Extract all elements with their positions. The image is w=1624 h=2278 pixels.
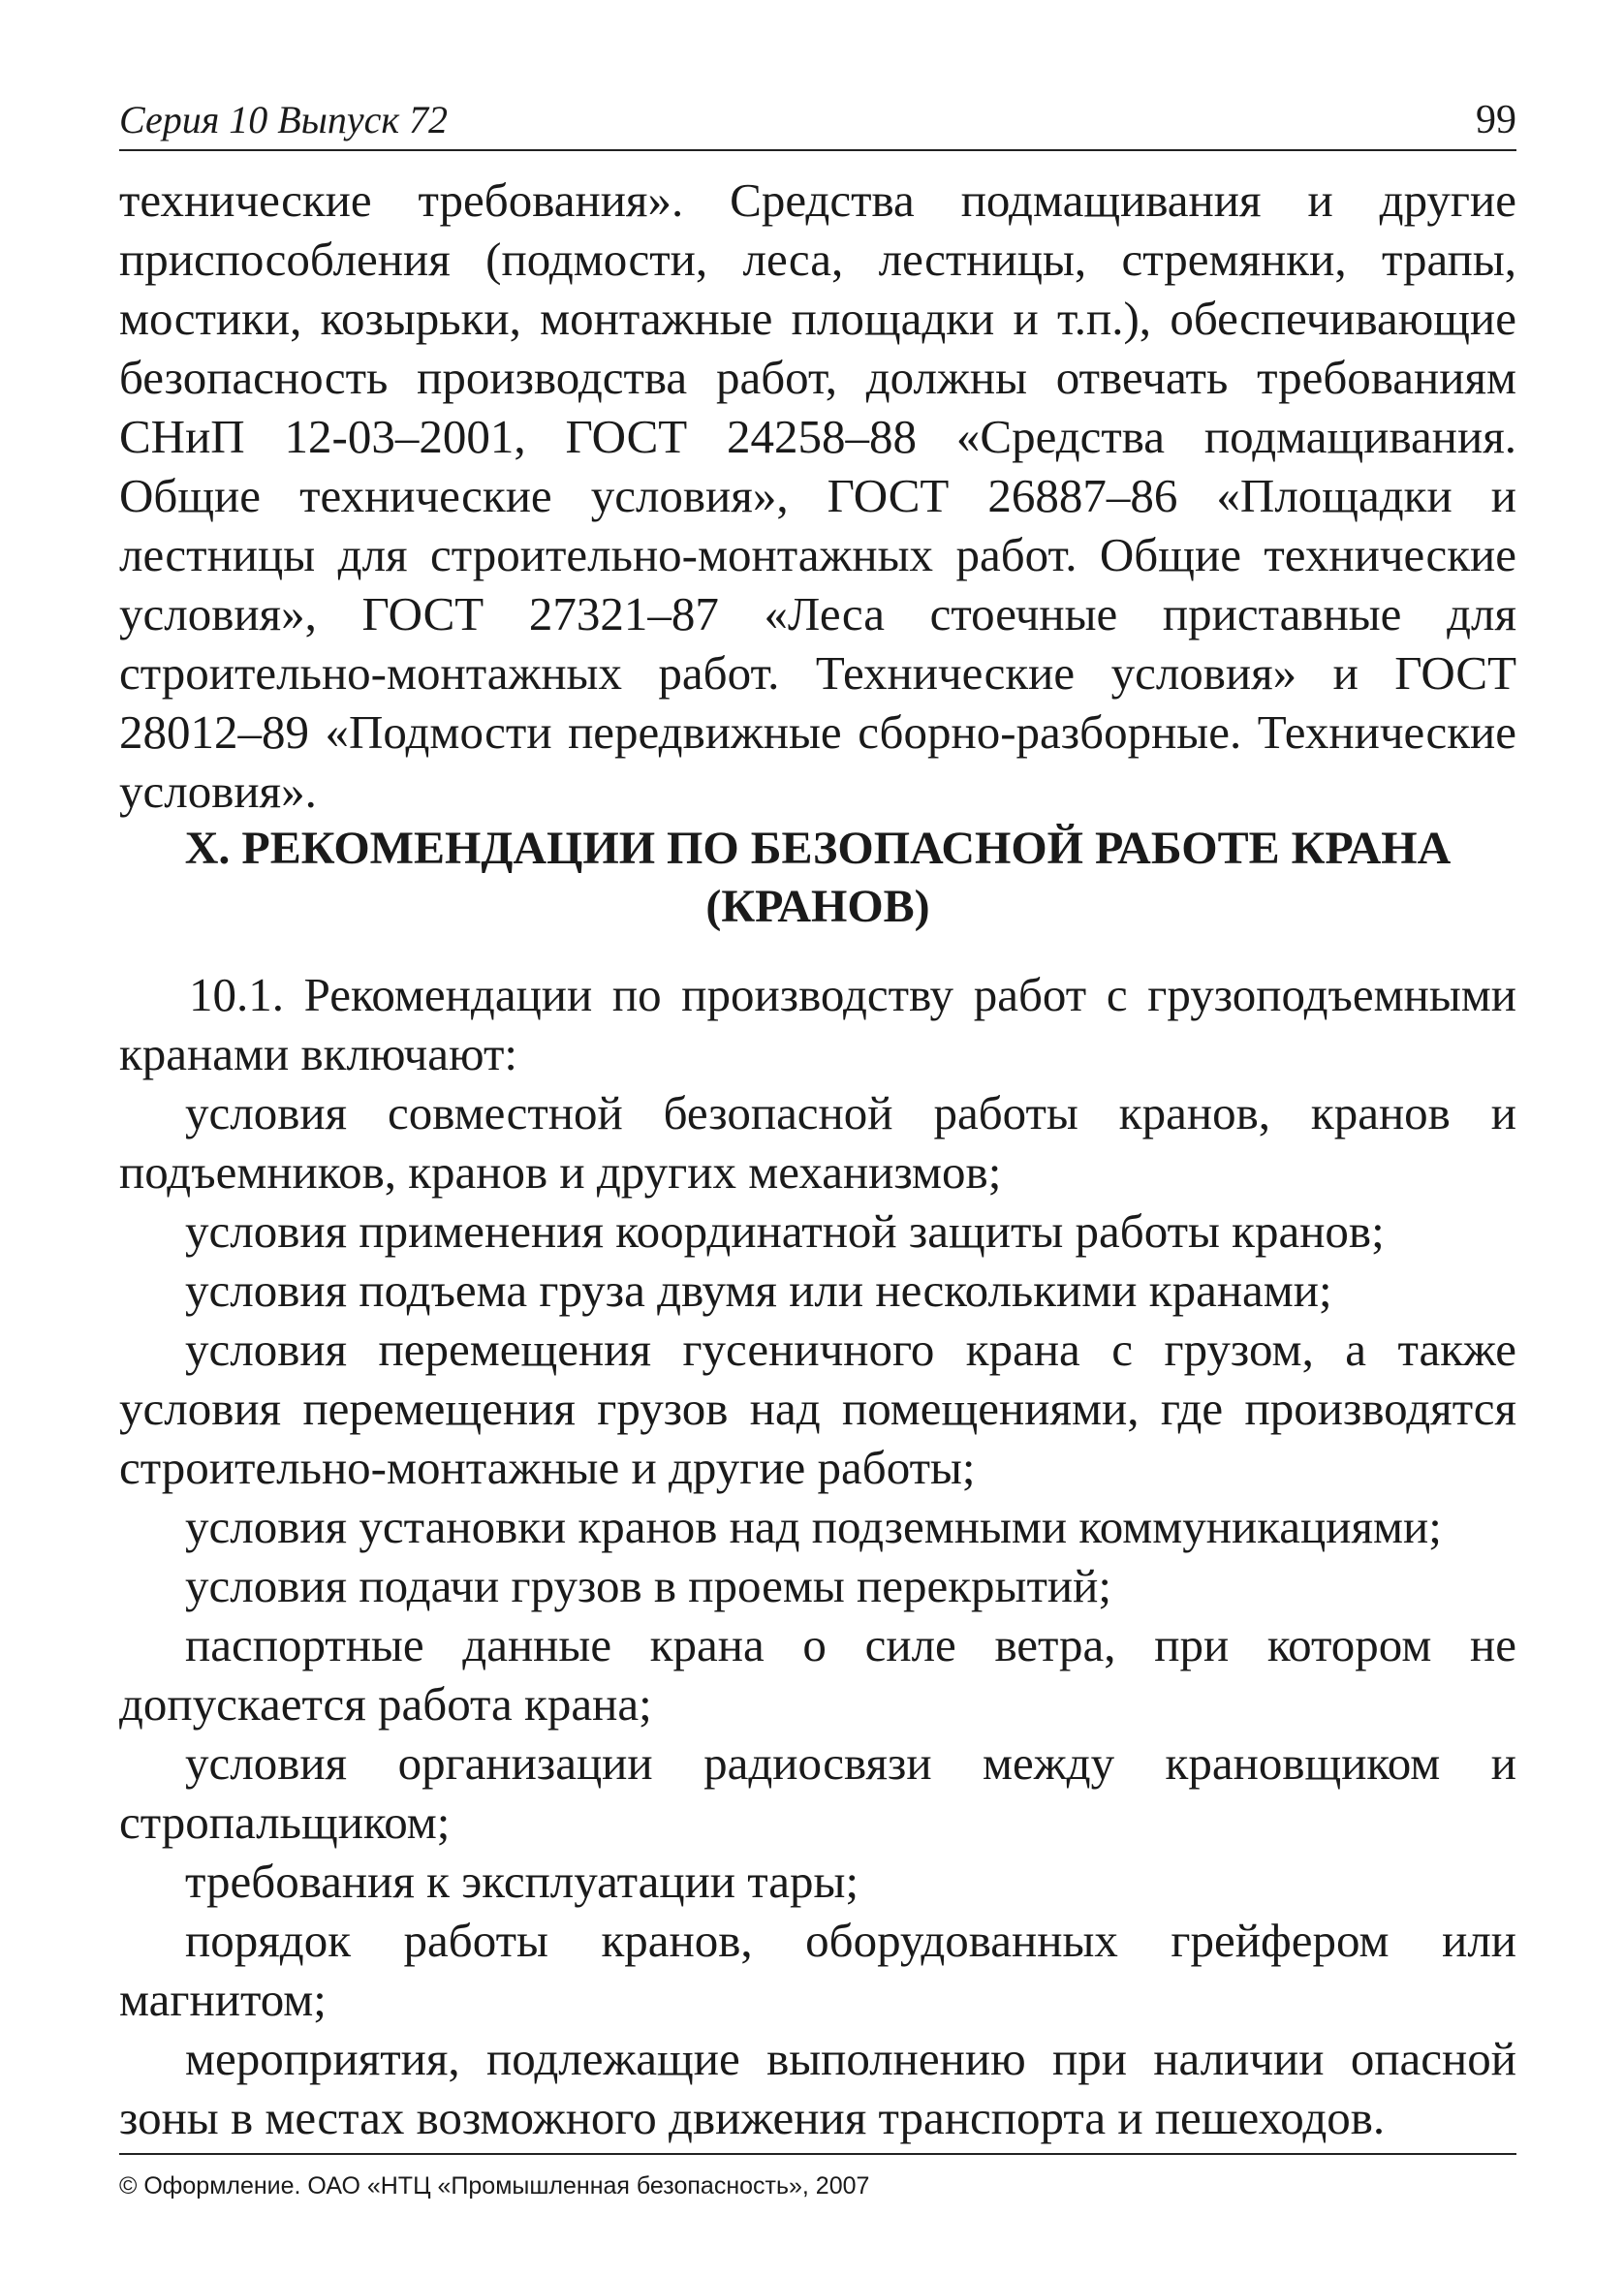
list-item: условия организации радиосвязи между крановщиком и стропальщиком;	[119, 1736, 1516, 1849]
copyright-footer: © Оформление. ОАО «НТЦ «Промышленная безопасность», 2007	[119, 2172, 870, 2200]
section-body	[119, 965, 1516, 2144]
section-title-line-2: (КРАНОВ)	[705, 881, 930, 932]
list-item: условия подачи грузов в проемы перекрытий;	[185, 1559, 1111, 1612]
lead-paragraph: 10.1. Рекомендации по производству работ с грузоподъемными кранами включают:	[119, 968, 1516, 1080]
list-item: условия перемещения гусеничного крана с грузом, а также условия перемещения грузов над помещениями, где производятся строительно-монтажные и другие работы;	[119, 1323, 1516, 1494]
section-title-line-1: X. РЕКОМЕНДАЦИИ ПО БЕЗОПАСНОЙ РАБОТЕ КРАНА	[184, 823, 1452, 874]
list-item: условия применения координатной защиты работы кранов;	[185, 1204, 1385, 1258]
intro-paragraph: технические требования». Средства подмащивания и другие приспособления (подмости, леса, лестницы, стремянки, трапы, мостики, козырьки, монтажные площадки и т.п.), обеспечивающие безопасность производства работ, должны отвечать требованиям СНиП 12-03–2001, ГОСТ 24258–88 «Средства подмащивания. Общие технические условия», ГОСТ 26887–86 «Площадки и лестницы для строительно-монтажных работ. Общие технические условия», ГОСТ 27321–87 «Леса стоечные приставные для строительно-монтажных работ. Технические условия» и ГОСТ 28012–89 «Подмости передвижные сборно-разборные. Технические условия».	[119, 173, 1516, 818]
list-item: условия подъема груза двумя или несколькими кранами;	[185, 1264, 1332, 1317]
list-item: условия установки кранов над подземными коммуникациями;	[185, 1500, 1442, 1553]
page-number: 99	[1476, 98, 1516, 142]
section-title	[119, 820, 1516, 936]
list-item: требования к эксплуатации тары;	[185, 1855, 859, 1908]
list-item: порядок работы кранов, оборудованных грейфером или магнитом;	[119, 1914, 1516, 2026]
list-item: мероприятия, подлежащие выполнению при наличии опасной зоны в местах возможного движения транспорта и пешеходов.	[119, 2032, 1516, 2144]
list-item: паспортные данные крана о силе ветра, при котором не допускается работа крана;	[119, 1618, 1516, 1731]
running-header	[119, 95, 1516, 151]
series-label: Серия 10 Выпуск 72	[119, 98, 449, 141]
footer-divider	[119, 2153, 1516, 2155]
list-item: условия совместной безопасной работы кранов, кранов и подъемников, кранов и других механизмов;	[119, 1086, 1516, 1199]
